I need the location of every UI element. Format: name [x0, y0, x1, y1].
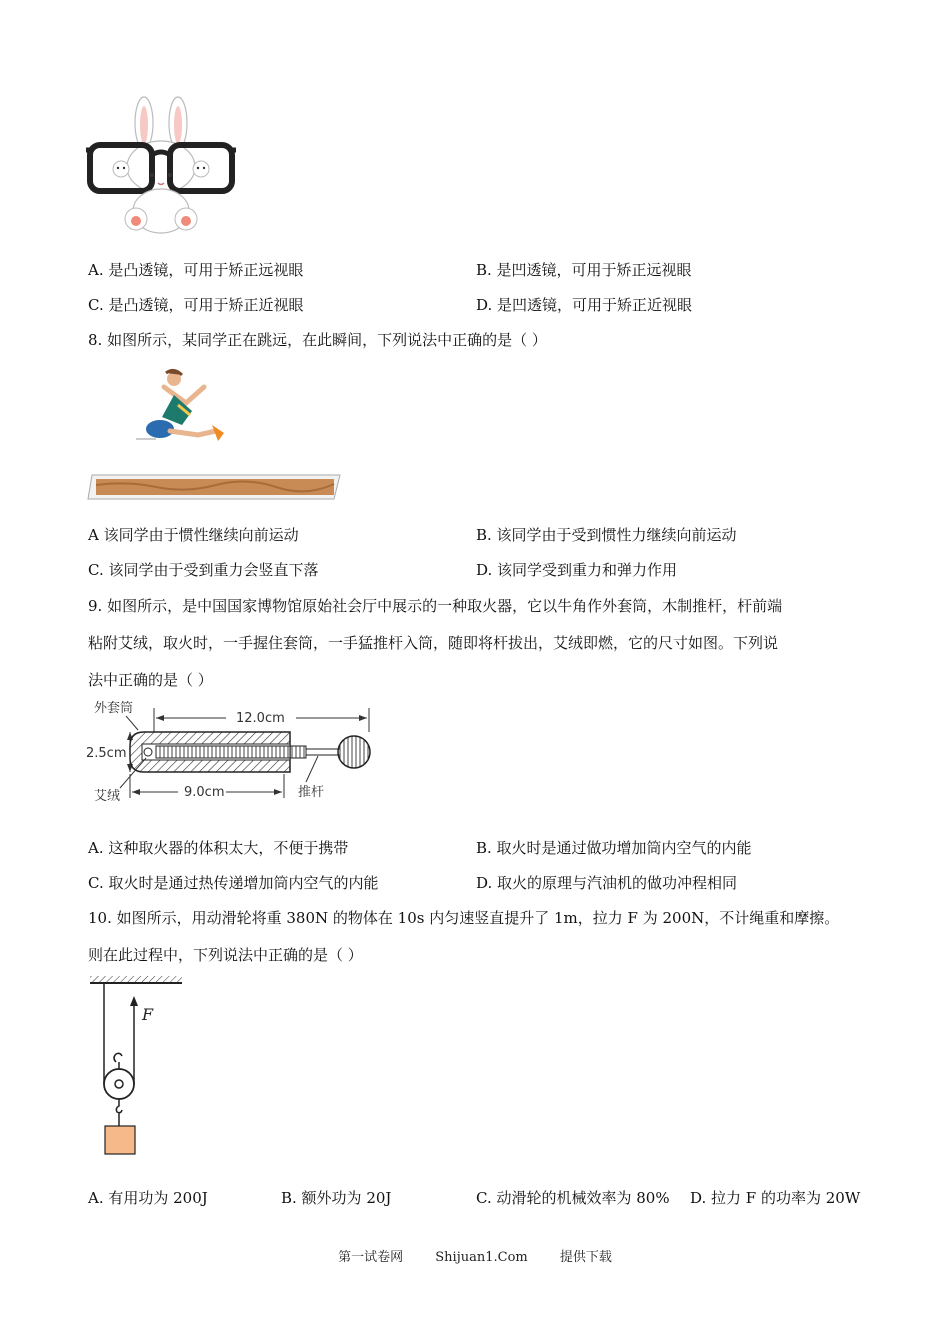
page-footer	[0, 1246, 950, 1265]
q9-stem-line-3: 法中正确的是（ ）	[88, 671, 213, 689]
diameter-label: 2.5cm	[86, 746, 127, 761]
outer-sleeve-label: 外套筒	[94, 701, 134, 716]
q7-option-c: C. 是凸透镜，可用于矫正近视眼	[88, 296, 304, 314]
q8-option-a: A 该同学由于惯性继续向前运动	[88, 526, 299, 544]
footer-site-name: 第一试卷网	[338, 1250, 404, 1265]
moxa-label: 艾绒	[94, 789, 121, 804]
q9-option-b: B. 取火时是通过做功增加筒内空气的内能	[476, 839, 752, 857]
long-jump-figure	[86, 365, 346, 505]
q7-option-a: A. 是凸透镜，可用于矫正远视眼	[88, 261, 304, 279]
footer-download-note: 提供下载	[559, 1250, 612, 1265]
q10-option-d: D. 拉力 F 的功率为 20W	[690, 1189, 861, 1207]
fire-starter-figure	[86, 698, 386, 808]
q10-option-b: B. 额外功为 20J	[281, 1189, 392, 1207]
bunny-glasses-figure	[86, 95, 236, 240]
q7-option-b: B. 是凹透镜，可用于矫正远视眼	[476, 261, 692, 279]
q9-option-d: D. 取火的原理与汽油机的做功冲程相同	[476, 874, 738, 892]
q9-stem-line-2: 粘附艾绒，取火时，一手握住套筒，一手猛推杆入筒，随即将杆拔出，艾绒即燃，它的尺寸如图。下列说	[88, 634, 779, 652]
q10-stem-line-2: 则在此过程中，下列说法中正确的是（ ）	[88, 946, 363, 964]
footer-site-domain[interactable]: Shijuan1.Com	[435, 1250, 528, 1265]
pulley-figure	[86, 974, 196, 1164]
q10-stem-line-1: 10. 如图所示，用动滑轮将重 380N 的物体在 10s 内匀速竖直提升了 1m，拉力 F 为 200N，不计绳重和摩擦。	[88, 909, 840, 927]
q8-option-b: B. 该同学由于受到惯性力继续向前运动	[476, 526, 737, 544]
length-total-label: 12.0cm	[236, 711, 285, 726]
q9-option-a: A. 这种取火器的体积太大，不便于携带	[88, 839, 349, 857]
q10-option-c: C. 动滑轮的机械效率为 80%	[476, 1189, 670, 1207]
length-inner-label: 9.0cm	[184, 785, 225, 800]
q8-option-d: D. 该同学受到重力和弹力作用	[476, 561, 678, 579]
q9-stem-line-1: 9. 如图所示，是中国国家博物馆原始社会厅中展示的一种取火器，它以牛角作外套筒，木制推杆，杆前端	[88, 597, 783, 615]
q10-option-a: A. 有用功为 200J	[88, 1189, 208, 1207]
push-rod-label: 推杆	[298, 785, 325, 800]
q7-option-d: D. 是凹透镜，可用于矫正近视眼	[476, 296, 693, 314]
q8-stem: 8. 如图所示，某同学正在跳远，在此瞬间，下列说法中正确的是（ ）	[88, 331, 547, 349]
force-label: F	[142, 1005, 154, 1024]
q9-option-c: C. 取火时是通过热传递增加筒内空气的内能	[88, 874, 379, 892]
q8-option-c: C. 该同学由于受到重力会竖直下落	[88, 561, 319, 579]
